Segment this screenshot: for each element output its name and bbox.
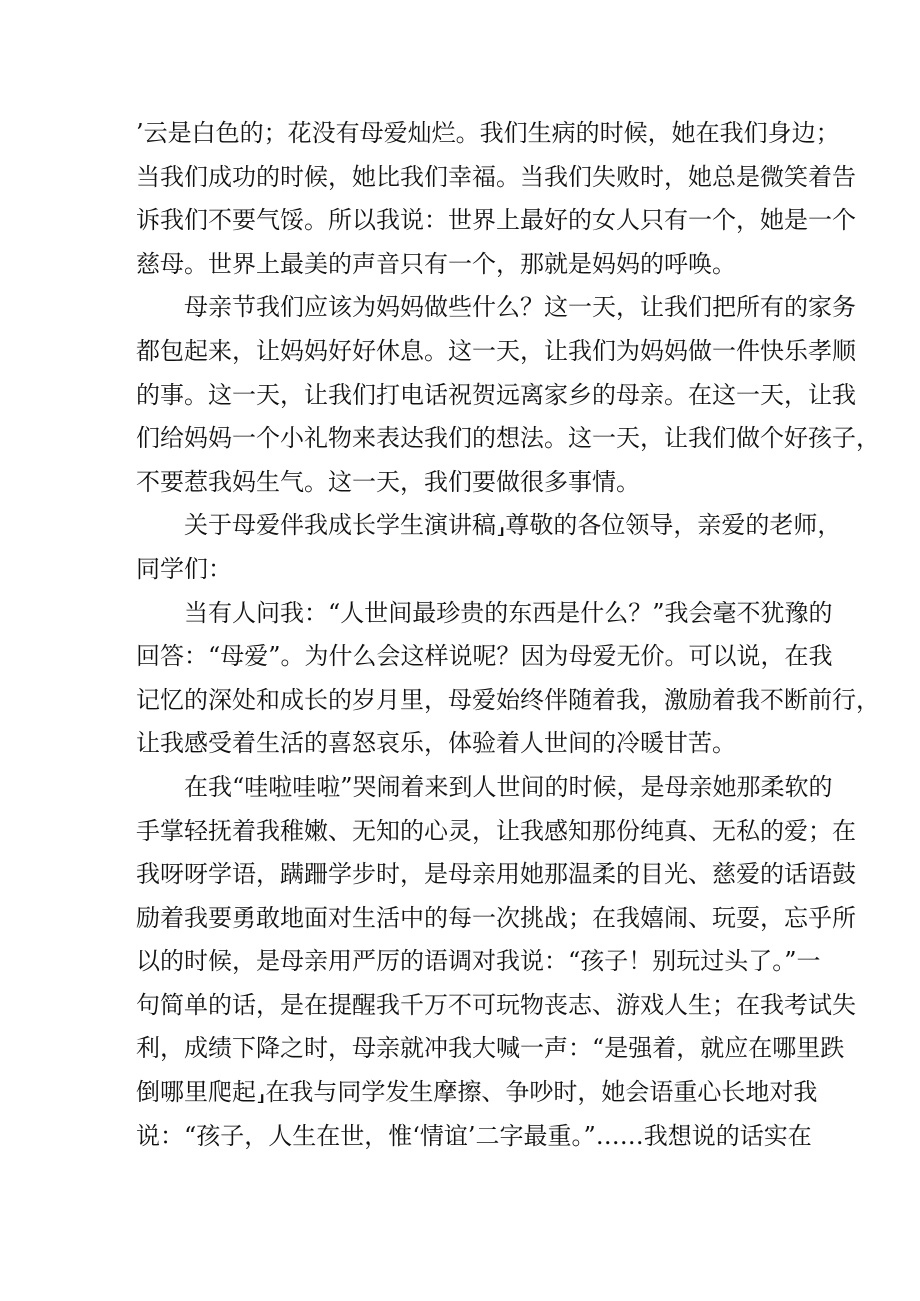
text-line: 同学们： [136,554,232,583]
text-line: 倒哪里爬起⸥在我与同学发生摩擦、争吵时，她会语重心长地对我 [136,1078,818,1107]
text-line: 都包起来，让妈妈好好休息。这一天，让我们为妈妈做一件快乐孝顺 [136,336,856,365]
text-line: 记忆的深处和成长的岁月里，母爱始终伴随着我，激励着我不断前行， [136,685,880,714]
text-line: 当我们成功的时候，她比我们幸福。当我们失败时，她总是微笑着告 [136,162,856,191]
text-line: ’云是白色的；花没有母爱灿烂。我们生病的时候，她在我们身边； [136,119,840,147]
text-line: 利，成绩下降之时，母亲就冲我大喊一声：“是强着，就应在哪里跌 [136,1034,845,1063]
text-line: 说：“孩子，人生在世，惟‘情谊’二字最重。”……我想说的话实在 [136,1121,812,1150]
text-line: 手掌轻抚着我稚嫩、无知的心灵，让我感知那份纯真、无私的爱；在 [136,816,856,845]
text-line: 不要惹我妈生气。这一天，我们要做很多事情。 [136,467,640,496]
text-line: 回答：“母爱”。为什么会这样说呢？因为母爱无价。可以说，在我 [136,642,833,671]
paragraph-first-line: 关于母爱伴我成长学生演讲稿⸥尊敬的各位领导，亲爱的老师， [184,511,842,540]
text-line: 的事。这一天，让我们打电话祝贺远离家乡的母亲。在这一天，让我 [136,380,856,409]
document-body [136,112,880,1158]
text-line: 诉我们不要气馁。所以我说：世界上最好的女人只有一个，她是一个 [136,206,856,235]
text-line: 以的时候，是母亲用严厉的语调对我说：“孩子！别玩过头了。”一 [136,947,821,976]
text-line: 励着我要勇敢地面对生活中的每一次挑战；在我嬉闹、玩耍，忘乎所 [136,903,856,932]
paragraph-first-line: 在我“哇啦哇啦”哭闹着来到人世间的时候，是母亲她那柔软的 [184,772,833,801]
text-line: 们给妈妈一个小礼物来表达我们的想法。这一天，让我们做个好孩子， [136,424,880,453]
text-line: 句简单的话，是在提醒我千万不可玩物丧志、游戏人生；在我考试失 [136,990,856,1019]
paragraph-first-line: 母亲节我们应该为妈妈做些什么？这一天，让我们把所有的家务 [184,293,856,322]
text-line: 我呀呀学语，蹒跚学步时，是母亲用她那温柔的目光、慈爱的话语鼓 [136,860,856,889]
paragraph-first-line: 当有人问我：“人世间最珍贵的东西是什么？”我会毫不犹豫的 [184,598,833,627]
text-line: 慈母。世界上最美的声音只有一个，那就是妈妈的呼唤。 [136,249,736,278]
text-line: 让我感受着生活的喜怒哀乐，体验着人世间的冷暖甘苦。 [136,729,736,758]
